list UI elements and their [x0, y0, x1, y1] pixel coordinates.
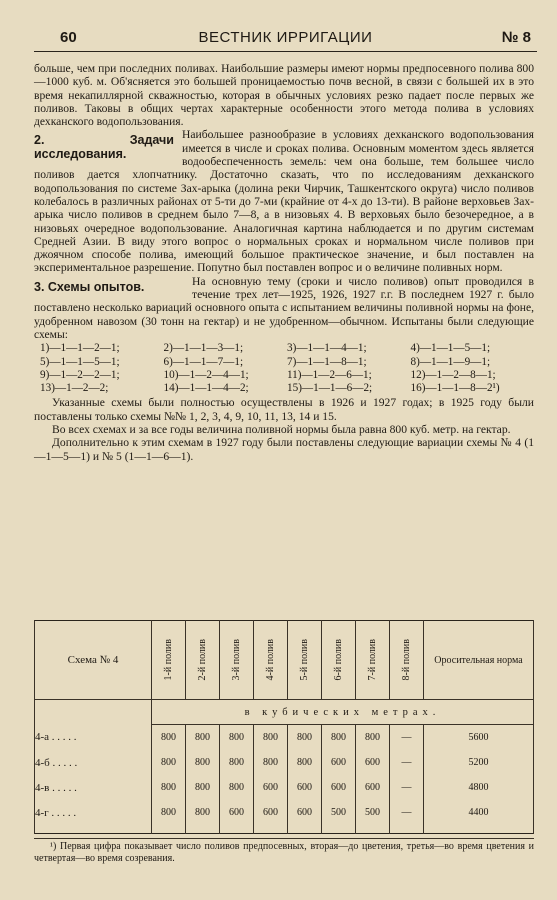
table-row: [35, 775, 534, 800]
table-cell: 800: [220, 750, 254, 775]
body-text: [34, 62, 534, 463]
table-cell: 800: [186, 750, 220, 775]
table-cell: —: [390, 750, 424, 775]
units-label: в кубических метрах.: [152, 700, 534, 725]
table-cell: 800: [322, 725, 356, 751]
table-cell: —: [390, 800, 424, 834]
table-cell: 600: [322, 750, 356, 775]
schemes-row: [40, 342, 534, 355]
scheme-item: 1)—1—1—2—1;: [40, 342, 120, 355]
scheme-item: 12)—1—2—8—1;: [410, 368, 496, 381]
table-cell: 600: [288, 775, 322, 800]
row-label: 4-г . . . . .: [35, 800, 152, 834]
table-cell: 800: [220, 725, 254, 751]
schemes-row: [40, 369, 534, 382]
row-label: 4-а . . . . .: [35, 725, 152, 751]
table-cell: 800: [186, 725, 220, 751]
table-cell: 800: [220, 775, 254, 800]
scheme-item: 10)—1—2—4—1;: [163, 368, 249, 381]
scheme-item: 3)—1—1—4—1;: [287, 342, 367, 355]
section-3-text: На основную тему (сроки и число поливов) опыт проводился в течение трех лет—1925, 1926, 1927 г.г. В последнем 1927 г. было поставлено несколько вариаций основного опыта с испытанием величины поливной нормы на фоне, удобренном навозом (30 тонн на гектар) и не удобренном—обычном. Испытаны были следующие схемы:: [34, 274, 534, 341]
table-cell: 500: [356, 800, 390, 834]
table-cell: 800: [152, 725, 186, 751]
column-header-irrigation-3: 3-й полив: [220, 621, 254, 700]
row-label: 4-в . . . . .: [35, 775, 152, 800]
scheme-item: 15)—1—1—6—2;: [287, 382, 373, 395]
scheme-item: 6)—1—1—7—1;: [163, 355, 244, 368]
scheme-item: 16)—1—1—8—2¹): [410, 382, 500, 395]
table-cell: 600: [288, 800, 322, 834]
row-label: 4-б . . . . .: [35, 750, 152, 775]
table-cell: 600: [322, 775, 356, 800]
table-cell: 800: [288, 750, 322, 775]
table-row: [35, 800, 534, 834]
section-3-heading: 3. Схемы опытов.: [34, 279, 145, 294]
units-row: [35, 700, 534, 725]
scheme-item: 7)—1—1—8—1;: [287, 355, 367, 368]
table-cell: —: [390, 775, 424, 800]
norm-cell: 5200: [424, 750, 534, 775]
norm-column-header: Оросительная норма: [424, 621, 534, 700]
column-header-irrigation-4: 4-й полив: [254, 621, 288, 700]
paragraph-schemes-done: Указанные схемы были полностью осуществлены в 1926 и 1927 годах; в 1925 году были поставлены только схемы №№ 1, 2, 3, 4, 9, 10, 11, 13, 14 и 15.: [34, 396, 534, 423]
table-cell: 800: [254, 750, 288, 775]
table-cell: 800: [186, 775, 220, 800]
scheme-column-header: Схема № 4: [35, 621, 152, 700]
scheme-item: 14)—1—1—4—2;: [163, 382, 249, 395]
table-cell: 600: [356, 775, 390, 800]
table-row: [35, 750, 534, 775]
table-cell: 800: [356, 725, 390, 751]
scheme-item: 9)—1—2—2—1;: [40, 368, 120, 381]
section-2-text: Наибольшее разнообразие в условиях дехканского водопользования имеется в числе и сроках полива. Основным моментом здесь является водообеспеченность земель: чем она больше, тем большее число поливов дается хлопчатнику. Достаточно сказать, что по исследованиям дехканского водопользования по системе Зах-арыка (долина реки Чирчик, Ташкентского округа) число поливов колебалось в различных районах от 5-ти до 7-ми (крайние от 4-х до 13-ти). В районе верховьев Зах-арыка число поливов в среднем было 7—8, а в низовьях 4. В верховьях было безочередное, а в низовьях очередное водопользование. Аналогичная картина наблюдается и по другим системам Средней Азии. В виду этого вопрос о нормальных сроках и нормальном числе поливов при джоячном способе полива, имеющий большое практическое значение, и был поставлен на экспериментальное разрешение. Попутно был поставлен вопрос и о величине поливных норм.: [34, 128, 534, 275]
scheme-item: 11)—1—2—6—1;: [287, 368, 372, 381]
norm-cell: 4400: [424, 800, 534, 834]
table-cell: 500: [322, 800, 356, 834]
issue-number: № 8: [501, 29, 531, 46]
journal-title: ВЕСТНИК ИРРИГАЦИИ: [198, 29, 373, 46]
paragraph-additional: Дополнительно к этим схемам в 1927 году были поставлены следующие вариации схемы № 4 (1—1—5—1) и № 5 (1—1—6—1).: [34, 436, 534, 463]
page-header: [34, 27, 537, 52]
scheme-item: 4)—1—1—5—1;: [410, 342, 491, 355]
table-header-row: [35, 621, 534, 700]
scheme-item: 2)—1—1—3—1;: [163, 342, 244, 355]
table-cell: 600: [356, 750, 390, 775]
irrigation-norms-table: [34, 620, 534, 834]
schemes-row: [40, 356, 534, 369]
column-header-irrigation-2: 2-й полив: [186, 621, 220, 700]
table-cell: 600: [220, 800, 254, 834]
norm-cell: 5600: [424, 725, 534, 751]
column-header-irrigation-5: 5-й полив: [288, 621, 322, 700]
schemes-row: [40, 382, 534, 395]
page-number: 60: [60, 29, 77, 46]
table-cell: 600: [254, 800, 288, 834]
schemes-list: [40, 342, 534, 395]
table-cell: 800: [152, 775, 186, 800]
scheme-item: 8)—1—1—9—1;: [410, 355, 491, 368]
column-header-irrigation-8: 8-й полив: [390, 621, 424, 700]
paragraph-intro: больше, чем при последних поливах. Наибольшие размеры имеют нормы предпосевного полива 800—1000 куб. м. Об'ясняется это большей проницаемостью почв весной, в связи с большей их в это время некапиллярной скважностью, которая в обычных условиях резко падает после первых же поливов. Таковы в общих чертах характерные особенности этого метода полива в условиях дехканского водопользования.: [34, 62, 534, 129]
table-cell: 800: [152, 800, 186, 834]
table-cell: —: [390, 725, 424, 751]
norm-cell: 4800: [424, 775, 534, 800]
section-2-heading: 2. Задачи исследования.: [34, 133, 174, 161]
column-header-irrigation-1: 1-й полив: [152, 621, 186, 700]
table-cell: 800: [152, 750, 186, 775]
column-header-irrigation-7: 7-й полив: [356, 621, 390, 700]
footnote: ¹) Первая цифра показывает число поливов предпосевных, вторая—до цветения, третья—во время цветения и четвертая—во время созревания.: [34, 838, 534, 865]
section-2: [34, 128, 534, 274]
paragraph-norm: Во всех схемах и за все годы величина поливной нормы была равна 800 куб. метр. на гектар.: [52, 423, 511, 437]
scheme-item: 5)—1—1—5—1;: [40, 355, 120, 368]
scheme-item: 13)—1—2—2;: [40, 382, 109, 395]
table-cell: 800: [254, 725, 288, 751]
table-cell: 800: [288, 725, 322, 751]
table-cell: 600: [254, 775, 288, 800]
section-3: [34, 275, 534, 341]
table-row: [35, 725, 534, 751]
table-cell: 800: [186, 800, 220, 834]
column-header-irrigation-6: 6-й полив: [322, 621, 356, 700]
